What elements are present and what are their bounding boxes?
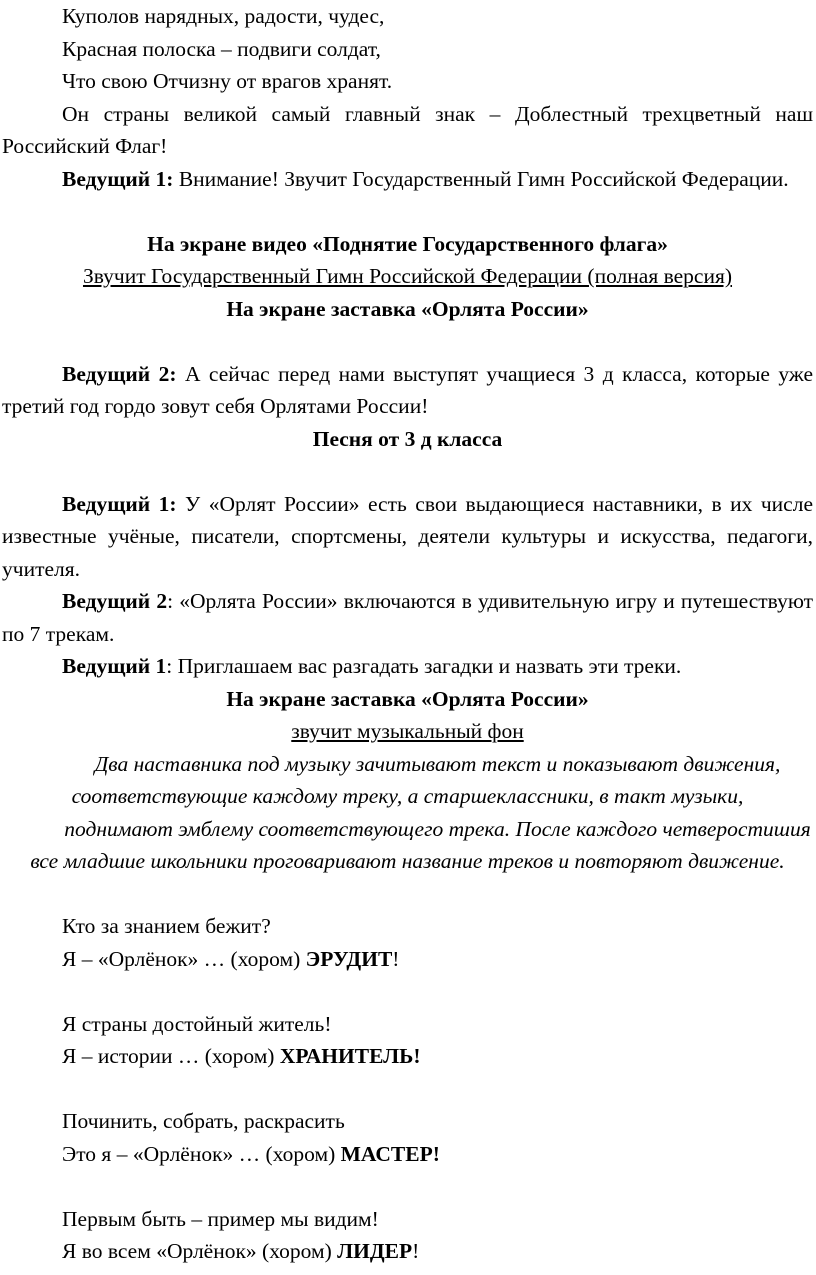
spacer bbox=[2, 1073, 813, 1106]
speech-text: : Приглашаем вас разгадать загадки и назвать эти треки. bbox=[166, 654, 682, 678]
song-heading: Песня от 3 д класса bbox=[312, 426, 503, 451]
spacer bbox=[2, 878, 813, 911]
riddle-answer bbox=[2, 943, 813, 976]
spacer bbox=[2, 1170, 813, 1203]
speech-text: У «Орлят России» есть свои выдающиеся наставники, в их числе известные учёные, писатели, спортсмены, деятели культуры и искусства, педагоги, учителя. bbox=[2, 491, 813, 581]
riddle-answer bbox=[2, 1235, 813, 1268]
speaker-label: Ведущий 1 bbox=[62, 654, 167, 678]
poem-line: Куполов нарядных, радости, чудес, bbox=[62, 4, 385, 28]
answer-word: ЛИДЕР bbox=[337, 1239, 413, 1263]
spacer bbox=[2, 325, 813, 358]
riddle-question: Починить, собрать, раскрасить bbox=[62, 1109, 345, 1133]
host2-intro-paragraph bbox=[2, 358, 813, 423]
answer-prefix: Я во всем «Орлёнок» (хором) bbox=[62, 1239, 338, 1263]
poem-line: Он страны великой самый главный знак – Доблестный трехцветный наш Российский Флаг! bbox=[2, 101, 813, 158]
stage-directions-italic: поднимают эмблему соответствующего трека. После каждого четверостишия все младшие школьники проговаривают название треков и повторяют движение. bbox=[30, 816, 811, 873]
riddle-answer bbox=[2, 1138, 813, 1171]
answer-suffix: ! bbox=[392, 946, 400, 971]
poem-line: Красная полоска – подвиги солдат, bbox=[62, 36, 381, 61]
answer-suffix: ! bbox=[412, 1239, 420, 1263]
answer-word: ЭРУДИТ bbox=[305, 946, 393, 971]
speech-text: Внимание! Звучит Государственный Гимн Российской Федерации. bbox=[173, 166, 789, 191]
spacer bbox=[2, 455, 813, 488]
stage-video-direction: На экране видео «Поднятие Государственного флага» bbox=[147, 231, 668, 256]
host2-game-paragraph bbox=[2, 585, 813, 650]
answer-prefix: Я – истории … (хором) bbox=[62, 1044, 280, 1068]
answer-word: ХРАНИТЕЛЬ! bbox=[279, 1044, 421, 1068]
answer-prefix: Это я – «Орлёнок» … (хором) bbox=[62, 1141, 341, 1166]
answer-prefix: Я – «Орлёнок» … (хором) bbox=[62, 946, 306, 971]
speech-text: А сейчас перед нами выступят учащиеся 3 д класса, которые уже третий год гордо зовут себя Орлятами России! bbox=[2, 361, 813, 418]
stage2-music-direction: звучит музыкальный фон bbox=[291, 719, 524, 743]
host1-mentors-paragraph bbox=[2, 488, 813, 586]
riddle-question: Первым быть – пример мы видим! bbox=[62, 1206, 379, 1231]
riddle-question: Кто за знанием бежит? bbox=[62, 914, 271, 938]
speaker-label: Ведущий 1: bbox=[62, 166, 174, 191]
spacer bbox=[2, 195, 813, 228]
speaker-label: Ведущий 2 bbox=[62, 589, 168, 613]
answer-word: МАСТЕР! bbox=[340, 1141, 440, 1166]
spacer bbox=[2, 975, 813, 1008]
poem-line: Что свою Отчизну от врагов хранят. bbox=[62, 69, 393, 93]
speaker-label: Ведущий 1: bbox=[62, 491, 177, 516]
stage-screensaver-direction: На экране заставка «Орлята России» bbox=[226, 296, 589, 321]
stage2-screensaver-direction: На экране заставка «Орлята России» bbox=[226, 686, 589, 711]
speaker-label: Ведущий 2: bbox=[62, 361, 177, 386]
host1-anthem-paragraph bbox=[2, 163, 813, 196]
riddle-question: Я страны достойный житель! bbox=[62, 1011, 332, 1036]
stage-directions-italic: Два наставника под музыку зачитывают текст и показывают движения, соответствующие каждому треку, а старшеклассники, в такт музыки, bbox=[71, 751, 781, 808]
speech-text: : «Орлята России» включаются в удивительную игру и путешествуют по 7 трекам. bbox=[2, 589, 814, 646]
host1-riddles-paragraph bbox=[2, 650, 813, 683]
riddle-answer bbox=[2, 1040, 813, 1073]
stage-anthem-direction: Звучит Государственный Гимн Российской Федерации (полная версия) bbox=[82, 264, 733, 288]
